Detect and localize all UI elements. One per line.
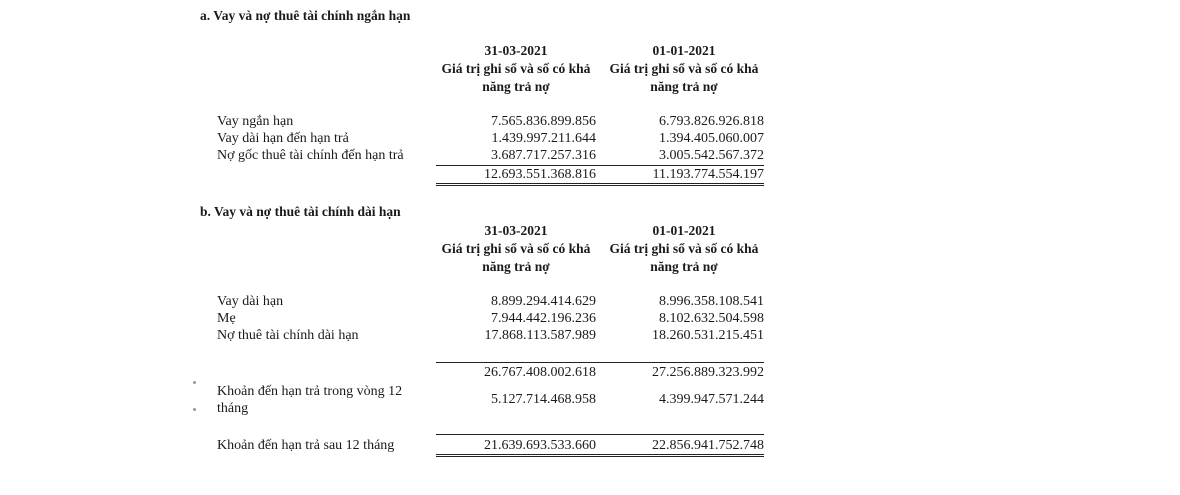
section-a-total-col1: 12.693.551.368.816 — [484, 167, 596, 182]
section-b-subtotal-col1: 26.767.408.002.618 — [484, 365, 596, 380]
col1-desc-line1: Giá trị ghi sổ và số có khả — [441, 241, 591, 256]
scan-speck — [193, 408, 196, 411]
col2-desc-line1: Giá trị ghi sổ và số có khả — [609, 61, 759, 76]
section-b-subtotal-col2: 27.256.889.323.992 — [652, 365, 764, 380]
row-value-col1: 1.439.997.211.644 — [491, 131, 596, 146]
row-value-col2: 8.996.358.108.541 — [659, 294, 764, 309]
due-within-label — [217, 383, 402, 417]
scan-speck — [193, 381, 196, 384]
col2-desc-line2: năng trả nợ — [650, 79, 718, 94]
row-value-col2: 6.793.826.926.818 — [659, 114, 764, 129]
col1-date: 31-03-2021 — [484, 43, 548, 58]
row-value-col1: 7.565.836.899.856 — [491, 114, 596, 129]
section-a-col1-header — [436, 42, 596, 96]
col1-desc-line2: năng trả nợ — [482, 79, 550, 94]
row-value-col2: 18.260.531.215.451 — [652, 328, 764, 343]
section-b-col2-header — [604, 222, 764, 276]
row-value-col1: 8.899.294.414.629 — [491, 294, 596, 309]
due-within-label-line2: tháng — [217, 401, 249, 416]
col2-date: 01-01-2021 — [652, 223, 716, 238]
section-b-title: b. Vay và nợ thuê tài chính dài hạn — [200, 204, 401, 219]
section-a-double-rule — [436, 183, 764, 186]
row-value-col1: 17.868.113.587.989 — [484, 328, 596, 343]
col1-desc-line1: Giá trị ghi sổ và số có khả — [441, 61, 591, 76]
row-label: Nợ gốc thuê tài chính đến hạn trả — [217, 148, 404, 163]
section-b-col1-header — [436, 222, 596, 276]
col2-desc-line1: Giá trị ghi sổ và số có khả — [609, 241, 759, 256]
row-value-col1: 3.687.717.257.316 — [491, 148, 596, 163]
row-label: Nợ thuê tài chính dài hạn — [217, 328, 359, 343]
due-within-label-line1: Khoản đến hạn trả trong vòng 12 — [217, 384, 403, 399]
col1-date: 31-03-2021 — [484, 223, 548, 238]
section-a-total-col2: 11.193.774.554.197 — [652, 167, 764, 182]
row-label: Vay ngắn hạn — [217, 114, 294, 129]
section-a-title: a. Vay và nợ thuê tài chính ngắn hạn — [200, 8, 411, 23]
col2-date: 01-01-2021 — [652, 43, 716, 58]
row-value-col2: 1.394.405.060.007 — [659, 131, 764, 146]
row-value-col2: 3.005.542.567.372 — [659, 148, 764, 163]
col1-desc-line2: năng trả nợ — [482, 259, 550, 274]
due-within-col2: 4.399.947.571.244 — [659, 392, 764, 407]
row-label: Mẹ — [217, 311, 236, 326]
row-value-col1: 7.944.442.196.236 — [491, 311, 596, 326]
section-b-double-rule — [436, 454, 764, 457]
section-a-col2-header — [604, 42, 764, 96]
row-label: Vay dài hạn đến hạn trả — [217, 131, 349, 146]
due-after-col1: 21.639.693.533.660 — [484, 438, 596, 453]
due-after-col2: 22.856.941.752.748 — [652, 438, 764, 453]
row-value-col2: 8.102.632.504.598 — [659, 311, 764, 326]
due-within-col1: 5.127.714.468.958 — [491, 392, 596, 407]
section-b-subtotal-rule — [436, 362, 764, 363]
due-after-label: Khoản đến hạn trả sau 12 tháng — [217, 438, 395, 453]
col2-desc-line2: năng trả nợ — [650, 259, 718, 274]
row-label: Vay dài hạn — [217, 294, 284, 309]
section-b-due-after-rule — [436, 434, 764, 435]
